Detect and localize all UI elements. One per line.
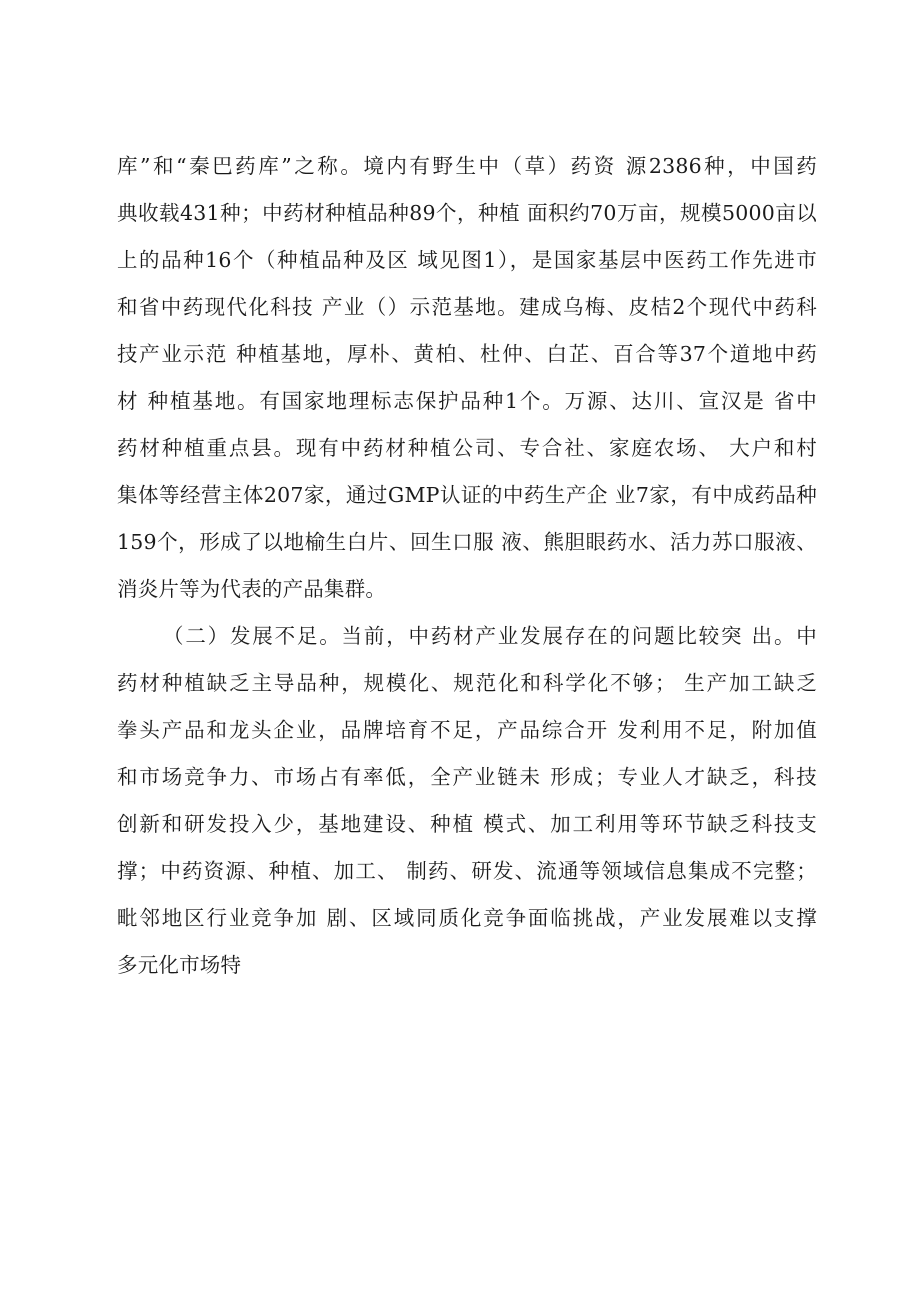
paragraph-line: 创新和研发投入少，基地建设、种植 模式、加工利用等环节缺乏科技支 (117, 812, 817, 836)
paragraph-2 (117, 613, 817, 989)
paragraph-line: 和市场竞争力、市场占有率低，全产业链未 形成；专业人才缺乏，科技 (117, 765, 817, 789)
paragraph-line: 技产业示范 种植基地，厚朴、黄柏、杜仲、白芷、百合等37个道地中药 (117, 342, 817, 366)
paragraph-line: 消炎片等为代表的产品集群。 (117, 577, 387, 601)
paragraph-line: 药材种植重点县。现有中药材种植公司、专合社、家庭农场、 大户和村 (117, 436, 817, 460)
paragraph-line: 典收载431种；中药材种植品种89个，种植 面积约70万亩，规模5000亩以 (117, 201, 817, 225)
paragraph-line: 库”和“秦巴药库”之称。境内有野生中（草）药资 源2386种，中国药 (117, 154, 817, 178)
paragraph-line: 集体等经营主体207家，通过GMP认证的中药生产企 业7家，有中成药品种 (117, 483, 817, 507)
paragraph-line: 撑；中药资源、种植、加工、 制药、研发、流通等领域信息集成不完整； (117, 859, 817, 883)
paragraph-line: 和省中药现代化科技 产业（）示范基地。建成乌梅、皮桔2个现代中药科 (117, 295, 817, 319)
paragraph-line: 159个，形成了以地榆生白片、回生口服 液、熊胆眼药水、活力苏口服液、 (117, 530, 817, 554)
document-body (117, 143, 817, 989)
paragraph-1 (117, 143, 817, 613)
paragraph-line: 上的品种16个（种植品种及区 域见图1），是国家基层中医药工作先进市 (117, 248, 817, 272)
paragraph-line: （二）发展不足。当前，中药材产业发展存在的问题比较突 出。中 (163, 624, 817, 648)
paragraph-line: 拳头产品和龙头企业，品牌培育不足，产品综合开 发利用不足，附加值 (117, 718, 817, 742)
paragraph-line: 材 种植基地。有国家地理标志保护品种1个。万源、达川、宣汉是 省中 (117, 389, 817, 413)
paragraph-line: 毗邻地区行业竞争加 剧、区域同质化竞争面临挑战，产业发展难以支撑 (117, 906, 817, 930)
paragraph-line: 药材种植缺乏主导品种，规模化、规范化和科学化不够； 生产加工缺乏 (117, 671, 817, 695)
paragraph-line: 多元化市场特 (117, 953, 242, 977)
